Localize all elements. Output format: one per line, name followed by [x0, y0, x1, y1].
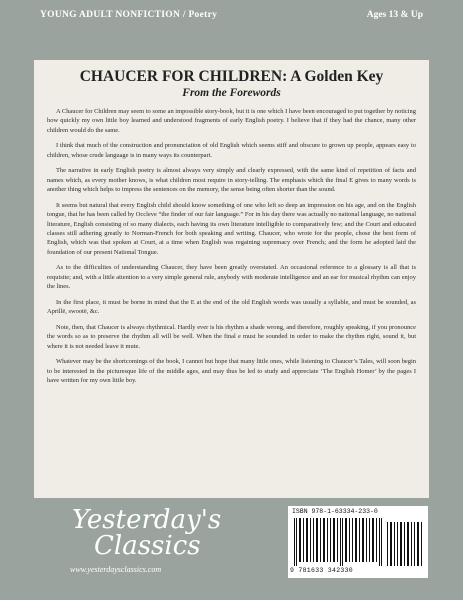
paragraph: I think that much of the construction and pronunciation of old English which seems stiff and obscure to grown up people, appears easy to children, whose crude language is in many ways its counterpart.	[47, 142, 416, 159]
age-range-label: Ages 13 & Up	[366, 10, 423, 20]
paragraph: It seems but natural that every English child should know something of one who left so deep an impression on his age, and on the English tongue, that he has been called by Occleve “the finder of our fair language.” For in his day there was actually no national language, no national literature, English consisting of so many dialects, each having its own literature intelligible to comparatively few; and the Court and educated classes still adhering greatly to Norman-French for both speaking and writing. Chaucer, who wrote for the people, chose the best form of English, which was that spoken at Court, at a time when English was regaining supremacy over French; and the form he adopted laid the foundation of our present National Tongue.	[47, 201, 416, 256]
paragraph: The narrative in early English poetry is almost always very simply and clearly expressed, with the same kind of repetition of facts and names which, as every mother knows, is what children most require in story-telling. The emphasis which the final E gives to many words is another thing which helps to impress the sentences on the memory, the sense being often shorter than the sound.	[47, 167, 416, 194]
isbn-label: ISBN 978-1-63334-233-0	[292, 508, 378, 515]
paragraph: Note, then, that Chaucer is always rhythmical. Hardly ever is his rhythm a shade wrong, and therefore, roughly speaking, if you pronounce the words so as to preserve the rhythm all will be well. When the final e must be sounded in order to make the rhythm right, sound it, but where it is not needed leave it mute.	[47, 323, 416, 350]
publisher-logo	[72, 506, 222, 586]
isbn-barcode	[288, 506, 428, 578]
top-bar	[0, 0, 463, 50]
publisher-url: www.yesterdaysclassics.com	[70, 565, 162, 574]
barcode-bars	[292, 518, 424, 566]
category-label: YOUNG ADULT NONFICTION / Poetry	[40, 10, 218, 20]
publisher-logo-line1: Yesterday's	[72, 505, 222, 535]
paragraph: In the first place, it must be borne in mind that the E at the end of the old English words was usually a syllable, and must be sounded, as Aprillë, swootë, &c.	[47, 298, 416, 316]
paragraph: A Chaucer for Children may seem to some an impossible story-book, but it is one which I have been encouraged to put together by noticing how quickly my own little boy learned and understood fragments of early English poetry. I believe that if they had the chance, many other children would do the same.	[47, 108, 416, 134]
barcode-digits: 9 781633 342330	[290, 567, 354, 574]
paragraph: Whatever may be the shortcomings of the book, I cannot but hope that many little ones, while listening to Chaucer’s Tales, will soon begin to be interested in the picturesque life of the middle ages, and may thus be led to study and appreciate ‘The English Homer’ by the pages I have written for my own little boy.	[47, 358, 416, 385]
publisher-logo-line2: Classics	[94, 531, 201, 561]
description-panel	[34, 60, 429, 498]
book-title: CHAUCER FOR CHILDREN: A Golden Key	[79, 68, 384, 85]
paragraph: As to the difficulties of understanding Chaucer, they have been greatly overstated. An occasional reference to a glossary is all that is requisite; and, with a little attention to a very simple general rule, anybody with moderate intelligence and an ear for musical rhythm can enjoy the lines.	[47, 264, 416, 291]
book-subtitle: From the Forewords	[182, 87, 281, 99]
